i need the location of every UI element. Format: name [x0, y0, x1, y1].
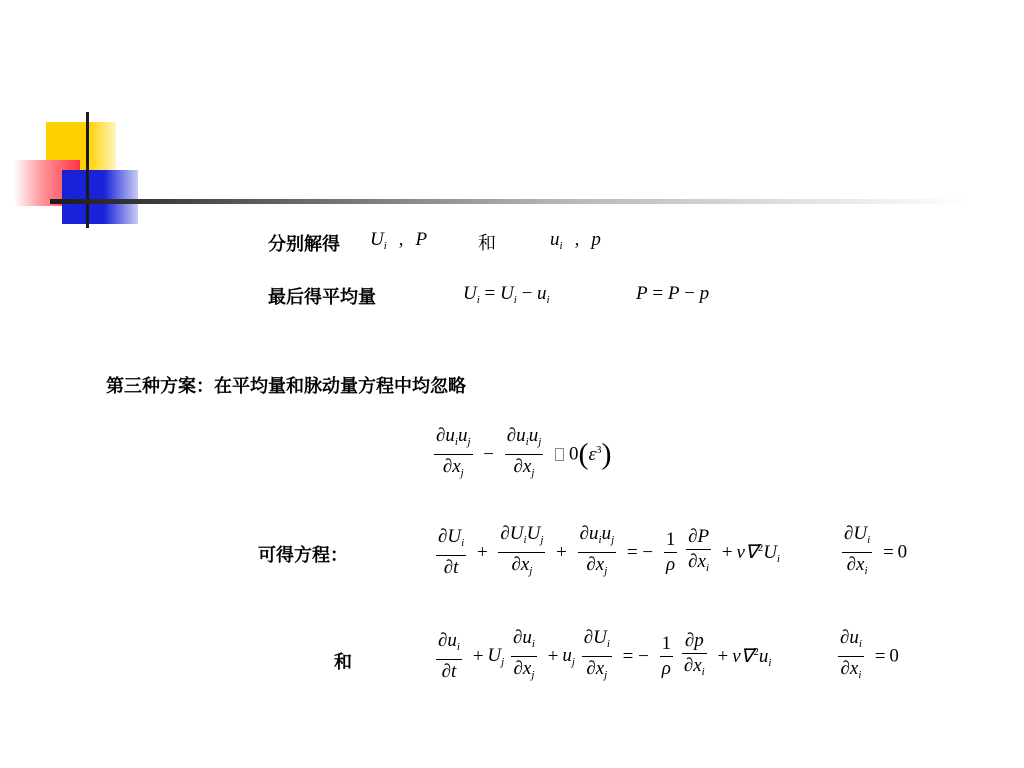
mean-continuity-equation: $\frac{\partial U_i}{\partial x_i}$ = 0: [844, 523, 908, 577]
line1-math-Ui-P: $U_i$ , P: [370, 229, 428, 252]
deco-vertical-line: [86, 112, 89, 228]
line2-math-P: P = P − p: [636, 283, 710, 304]
neglected-term-equation: $\frac{\partial u_iu_j}{\partial x_j}$ − $\frac{\partial u_iu_j}{\partial x_j}$ $0(\varepsilon^3)$: [436, 425, 612, 479]
line1-math-ui-p: $u_i$ , p: [550, 229, 601, 252]
line5-label: 和: [334, 652, 352, 673]
fluctuation-continuity-equation: $\frac{\partial u_i}{\partial x_i}$ = 0: [840, 627, 899, 681]
line1-label: 分别解得: [268, 234, 340, 255]
line2-label: 最后得平均量: [268, 287, 376, 308]
deco-blue-square: [62, 170, 138, 224]
fluctuation-momentum-equation: $\frac{\partial u_i}{\partial t}$ + $U_j$ $\frac{\partial u_i}{\partial x_j}$ + $u_j$ $\frac{\partial U_i}{\partial x_j}$ = − $\frac{1}{\rho}$ $\frac{\partial p}{\partial x_i}$ + $\nu\nabla^2u_i$: [438, 627, 772, 682]
line4-label: 可得方程：: [258, 545, 348, 566]
line1-conj: 和: [478, 233, 496, 254]
mean-momentum-equation: $\frac{\partial U_i}{\partial t}$ + $\frac{\partial U_iU_j}{\partial x_j}$ + $\frac{\partial u_iu_j}{\partial x_j}$ = − $\frac{1}{\rho}$ $\frac{\partial P}{\partial x_i}$ + $\nu\nabla^2U_i$: [438, 523, 780, 578]
scheme-heading: 第三种方案：在平均量和脉动量方程中均忽略: [106, 376, 466, 397]
line2-math-U: $U_i = U_i - u_i$: [463, 283, 550, 306]
deco-horizontal-rule: [50, 199, 970, 204]
